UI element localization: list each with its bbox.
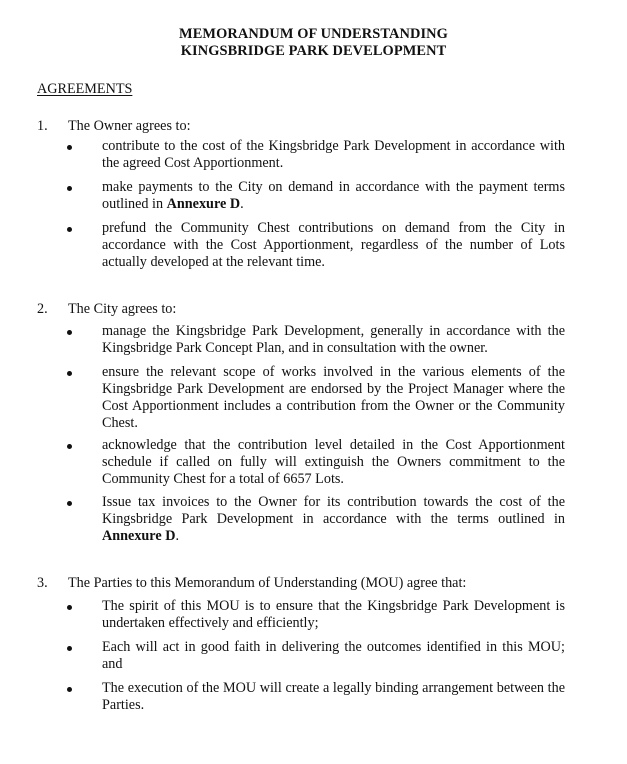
annexure-reference: Annexure D xyxy=(166,196,241,212)
clause-number: 2. xyxy=(37,301,48,317)
bullet-icon xyxy=(67,687,72,692)
bullet-icon xyxy=(67,330,72,335)
clause-item: prefund the Community Chest contributions on demand from the City in accordance with the Cost Apportionment, regardless of the number of Lots actually developed at the relevant time. xyxy=(102,220,565,270)
bullet-icon xyxy=(67,227,72,232)
clause-lead: The Owner agrees to: xyxy=(68,118,191,134)
document-title-line-2: KINGSBRIDGE PARK DEVELOPMENT xyxy=(180,43,447,59)
bullet-icon xyxy=(67,444,72,449)
clause-lead: The Parties to this Memorandum of Understanding (MOU) agree that: xyxy=(68,575,467,591)
clause-lead: The City agrees to: xyxy=(68,301,177,317)
clause-item: acknowledge that the contribution level detailed in the Cost Apportionment schedule if called on fully will extinguish the Owners commitment to the Community Chest for a total of 6657 Lots. xyxy=(102,437,565,487)
bullet-icon xyxy=(67,186,72,191)
clause-item: ensure the relevant scope of works involved in the various elements of the Kingsbridge Park Development are endorsed by the Project Manager where the Cost Apportionment includes a contribution from the Owner or the Community Chest. xyxy=(102,364,565,431)
clause-item: Issue tax invoices to the Owner for its contribution towards the cost of the Kingsbridge Park Development in accordance with the terms outlined in Annexure D. xyxy=(102,494,565,544)
clause-item: Each will act in good faith in delivering the outcomes identified in this MOU; and xyxy=(102,639,565,672)
clause-item: manage the Kingsbridge Park Development, generally in accordance with the Kingsbridge Park Concept Plan, and in consultation with the owner. xyxy=(102,323,565,356)
bullet-icon xyxy=(67,646,72,651)
annexure-reference: Annexure D xyxy=(102,528,176,544)
clause-item: contribute to the cost of the Kingsbridge Park Development in accordance with the agreed Cost Apportionment. xyxy=(102,138,565,171)
bullet-icon xyxy=(67,605,72,610)
section-heading: AGREEMENTS xyxy=(37,81,133,97)
clause-item: The spirit of this MOU is to ensure that the Kingsbridge Park Development is undertaken effectively and efficiently; xyxy=(102,598,565,631)
bullet-icon xyxy=(67,145,72,150)
clause-number: 3. xyxy=(37,575,48,591)
clause-number: 1. xyxy=(37,118,48,134)
bullet-icon xyxy=(67,501,72,506)
clause-item: The execution of the MOU will create a legally binding arrangement between the Parties. xyxy=(102,680,565,713)
clause-item: make payments to the City on demand in accordance with the payment terms outlined in Annexure D. xyxy=(102,179,565,212)
document-title-line-1: MEMORANDUM OF UNDERSTANDING xyxy=(179,26,448,42)
bullet-icon xyxy=(67,371,72,376)
